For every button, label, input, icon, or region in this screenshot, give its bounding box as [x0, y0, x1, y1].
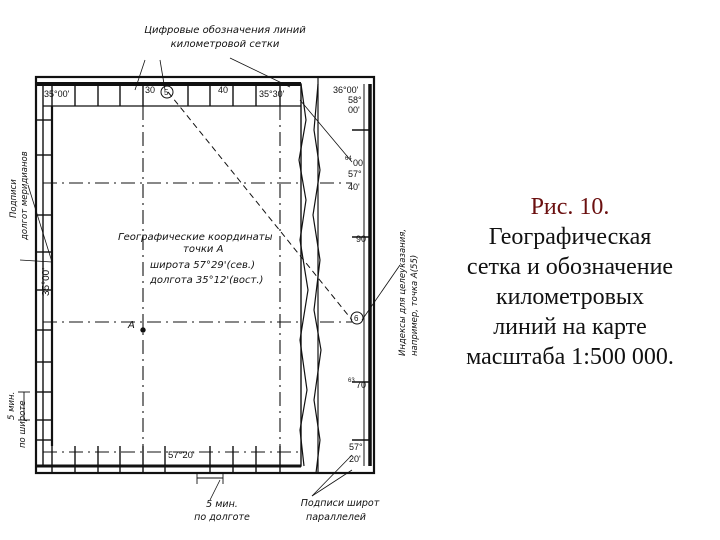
top-lon-30: 30: [145, 85, 156, 95]
right-sheet-frame: [318, 77, 374, 473]
right-km-70-sup: 63: [348, 378, 355, 384]
right-vertical-label-1: Индексы для целеуказания,: [398, 228, 408, 356]
bottom-5min-1: 5 мин.: [206, 499, 238, 510]
right-vertical-label-2: например, точка A(55): [410, 254, 420, 356]
top-lon-35-30: 35°30': [259, 89, 285, 99]
bottom-lat-label: 57°20': [168, 450, 195, 461]
caption-line-1: Географическая: [488, 224, 652, 250]
torn-edge-right: [313, 84, 321, 473]
figure-caption: [425, 192, 715, 372]
point-a-label: A: [128, 320, 135, 331]
index-label-6: 6: [354, 314, 359, 323]
left-top-label-1: Подписи: [9, 179, 19, 218]
bottom-right-label-1: Подписи широт: [300, 498, 380, 509]
geo-lat: широта 57°29'(сев.): [150, 260, 255, 271]
right-bottom-20: 20': [349, 454, 361, 464]
caption-line-2: сетка и обозначение: [466, 254, 674, 280]
index-label-5: 5: [164, 88, 169, 97]
bottom-right-label-2: параллелей: [306, 512, 366, 523]
right-lat-40: 40': [348, 182, 360, 192]
left-bottom-label-2: по широте: [18, 400, 28, 448]
left-lon-label: 35°00': [41, 267, 52, 296]
caption-line-4: линий на карте: [493, 314, 647, 340]
bottom-5min-2: по долготе: [194, 512, 250, 523]
left-top-label-2: долгот меридианов: [20, 151, 30, 240]
bottom-ticks: [52, 446, 280, 472]
left-bottom-label-1: 5 мин.: [7, 391, 17, 420]
right-lat-00-sup: 64: [345, 156, 352, 162]
right-km-90: 90: [356, 234, 367, 244]
top-right-58: 58°: [348, 95, 362, 105]
top-lon-35-00: 35°00': [44, 89, 70, 99]
top-label-line1: Цифровые обозначения линий: [144, 25, 306, 36]
caption-line-5: масштаба 1:500 000.: [466, 344, 674, 370]
geo-coord-title-1: Географические координаты: [118, 232, 273, 243]
right-km-70: 70: [356, 380, 367, 390]
top-lon-40: 40: [218, 85, 229, 95]
top-label-line2: километровой сетки: [170, 39, 280, 50]
figure-number: Рис. 10.: [530, 194, 610, 220]
right-lat-00: 00: [353, 158, 364, 168]
geo-lon: долгота 35°12'(вост.): [150, 275, 264, 286]
caption-line-3: километровых: [495, 284, 645, 310]
top-right-36-00: 36°00': [333, 85, 359, 95]
geo-coord-title-2: точки A: [183, 244, 224, 255]
top-right-00: 00': [348, 105, 360, 115]
right-bottom-57: 57°: [349, 442, 363, 452]
point-a-marker: [141, 328, 145, 332]
right-lat-57: 57°: [348, 169, 362, 179]
